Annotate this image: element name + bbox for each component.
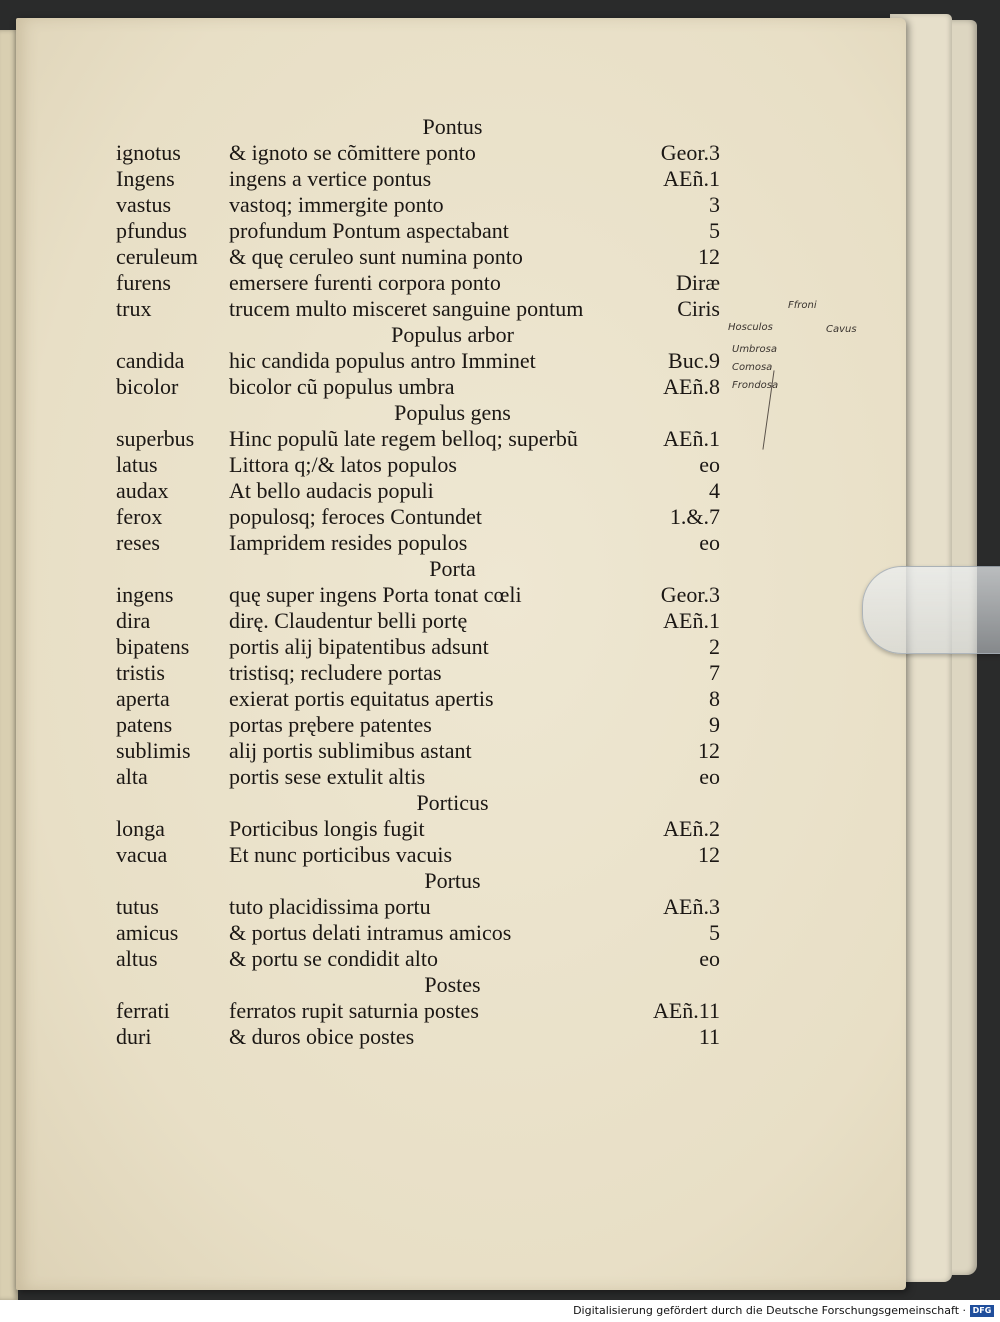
entry-word: longa (116, 816, 165, 841)
entry-word: aperta (116, 686, 170, 711)
entry-line (0, 764, 1000, 790)
entry-line (0, 816, 1000, 842)
entry-line (0, 1024, 1000, 1050)
entry-word: altus (116, 946, 158, 971)
entry-citation: Iampridem resides populos (229, 530, 468, 555)
entry-reference: 8 (709, 686, 720, 711)
entry-citation: At bello audacis populi (229, 478, 434, 503)
heading-text: Populus arbor (391, 322, 514, 347)
entry-reference: eo (699, 764, 720, 789)
heading-text: Porta (429, 556, 476, 581)
entry-reference: 1.&.7 (669, 504, 720, 529)
entry-line (0, 530, 1000, 556)
entry-citation: dirę. Claudentur belli portę (229, 608, 468, 633)
marginal-word: Umbrosa (732, 344, 777, 355)
entry-word: latus (116, 452, 158, 477)
entry-reference: AEñ.8 (663, 374, 720, 399)
entry-citation: Et nunc porticibus vacuis (229, 842, 453, 867)
entry-line (0, 946, 1000, 972)
entry-word: bicolor (116, 374, 179, 399)
entry-citation: portis sese extulit altis (229, 764, 426, 789)
section-heading (0, 868, 1000, 894)
entry-word: ingens (116, 582, 174, 607)
entry-line (0, 686, 1000, 712)
entry-reference: AEñ.1 (663, 426, 720, 451)
entry-citation: Porticibus longis fugit (229, 816, 425, 841)
entry-word: superbus (116, 426, 195, 451)
entry-word: Ingens (116, 166, 175, 191)
entry-line (0, 634, 1000, 660)
entry-word: amicus (116, 920, 179, 945)
entry-reference: 5 (709, 920, 720, 945)
entry-line (0, 712, 1000, 738)
entry-reference: Buc.9 (668, 348, 720, 373)
entry-reference: 12 (698, 244, 720, 269)
entry-word: vacua (116, 842, 168, 867)
entry-citation: emersere furenti corpora ponto (229, 270, 501, 295)
entry-reference: AEñ.1 (663, 608, 720, 633)
entry-word: tutus (116, 894, 159, 919)
entry-citation: Littora q;/& latos populos (229, 452, 457, 477)
entry-line (0, 452, 1000, 478)
entry-line (0, 478, 1000, 504)
heading-text: Porticus (416, 790, 489, 815)
section-heading (0, 790, 1000, 816)
entry-reference: Ciris (677, 296, 720, 321)
entry-citation: tristisq; recludere portas (229, 660, 442, 685)
entry-reference: 12 (698, 738, 720, 763)
entry-word: sublimis (116, 738, 191, 763)
entry-word: furens (116, 270, 171, 295)
entry-citation: Hinc populũ late regem belloq; superbũ (229, 426, 578, 451)
entry-reference: 11 (698, 1024, 720, 1049)
entry-line (0, 894, 1000, 920)
entry-citation: exierat portis equitatus apertis (229, 686, 494, 711)
entry-line (0, 218, 1000, 244)
section-heading (0, 114, 1000, 140)
entry-reference: 9 (709, 712, 720, 737)
entry-citation: portis alij bipatentibus adsunt (229, 634, 489, 659)
entry-citation: populosq; feroces Contundet (229, 504, 482, 529)
entry-citation: tuto placidissima portu (229, 894, 431, 919)
entry-reference: Geor.3 (660, 140, 720, 165)
entry-line (0, 192, 1000, 218)
entry-citation: quę super ingens Porta tonat cœli (229, 582, 522, 607)
entry-reference: AEñ.1 (663, 166, 720, 191)
entry-word: pfundus (116, 218, 187, 243)
entry-reference: AEñ.11 (652, 998, 720, 1023)
entry-citation: & portu se condidit alto (229, 946, 438, 971)
entry-line (0, 660, 1000, 686)
entry-word: tristis (116, 660, 165, 685)
digitization-footer (0, 1300, 1000, 1322)
entry-line (0, 842, 1000, 868)
entry-word: candida (116, 348, 185, 373)
entry-citation: ferratos rupit saturnia postes (229, 998, 479, 1023)
entry-word: patens (116, 712, 173, 737)
entry-reference: Geor.3 (660, 582, 720, 607)
entry-word: duri (116, 1024, 152, 1049)
entry-reference: 4 (709, 478, 720, 503)
entry-line (0, 140, 1000, 166)
entry-citation: vastoq; immergite ponto (229, 192, 444, 217)
section-heading (0, 556, 1000, 582)
entry-word: alta (116, 764, 148, 789)
entry-reference: Diræ (676, 270, 720, 295)
entry-reference: eo (699, 530, 720, 555)
heading-text: Pontus (422, 114, 483, 139)
marginal-word: Hosculos (728, 322, 773, 333)
entry-line (0, 270, 1000, 296)
entry-reference: 5 (709, 218, 720, 243)
entry-reference: eo (699, 452, 720, 477)
entry-citation: alij portis sublimibus astant (229, 738, 472, 763)
dfg-logo: DFG (970, 1305, 994, 1317)
handwritten-marginal-note (728, 300, 868, 450)
entry-word: reses (116, 530, 160, 555)
entry-citation: portas prębere patentes (229, 712, 432, 737)
entry-reference: 2 (709, 634, 720, 659)
entry-word: ceruleum (116, 244, 198, 269)
entry-citation: & quę ceruleo sunt numina ponto (229, 244, 523, 269)
entry-citation: & portus delati intramus amicos (229, 920, 512, 945)
entry-word: vastus (116, 192, 171, 217)
entry-word: ignotus (116, 140, 181, 165)
marginal-word: Cavus (826, 324, 857, 335)
section-heading (0, 972, 1000, 998)
entry-reference: eo (699, 946, 720, 971)
entry-word: bipatens (116, 634, 190, 659)
entry-citation: trucem multo misceret sanguine pontum (229, 296, 584, 321)
entry-reference: 3 (709, 192, 720, 217)
entry-line (0, 582, 1000, 608)
marginal-word: Ffroni (788, 300, 817, 311)
heading-text: Postes (424, 972, 481, 997)
entry-citation: & duros obice postes (229, 1024, 415, 1049)
entry-line (0, 738, 1000, 764)
entry-word: ferrati (116, 998, 170, 1023)
entry-word: ferox (116, 504, 163, 529)
entry-line (0, 998, 1000, 1024)
entry-citation: ingens a vertice pontus (229, 166, 432, 191)
entry-reference: AEñ.2 (663, 816, 720, 841)
entry-word: dira (116, 608, 151, 633)
entry-citation: profundum Pontum aspectabant (229, 218, 509, 243)
entry-word: trux (116, 296, 152, 321)
entry-line (0, 504, 1000, 530)
entry-line (0, 244, 1000, 270)
heading-text: Populus gens (394, 400, 511, 425)
entry-reference: 12 (698, 842, 720, 867)
entry-citation: bicolor cũ populus umbra (229, 374, 455, 399)
entry-line (0, 608, 1000, 634)
marginal-word: Frondosa (732, 380, 779, 391)
footer-text: Digitalisierung gefördert durch die Deutsche Forschungsgemeinschaft · (573, 1304, 966, 1317)
entry-reference: 7 (709, 660, 720, 685)
entry-citation: hic candida populus antro Imminet (229, 348, 536, 373)
entry-reference: AEñ.3 (663, 894, 720, 919)
entry-line (0, 166, 1000, 192)
heading-text: Portus (424, 868, 481, 893)
marginal-word: Comosa (732, 362, 773, 373)
entry-citation: & ignoto se cõmittere ponto (229, 140, 476, 165)
entry-word: audax (116, 478, 169, 503)
entry-line (0, 920, 1000, 946)
